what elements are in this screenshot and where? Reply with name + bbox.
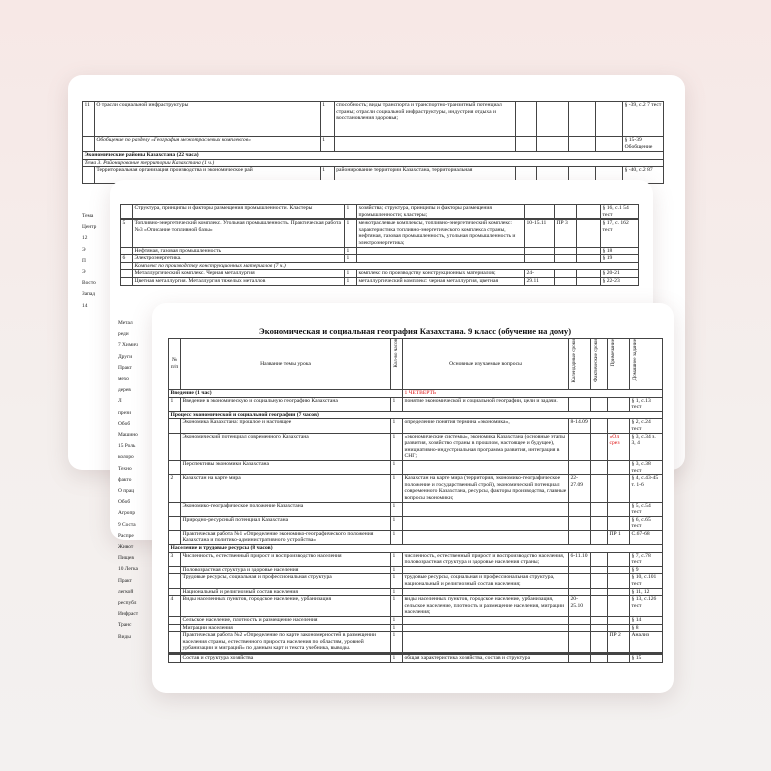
- table-row: Трудовые ресурсы, социальная и профессиональная структура 1 трудовые ресурсы, социальная и профессиональная структура, национальный и религиозный состав населения; § 10, с.101 тест: [169, 574, 663, 588]
- table-row: Комплекс по производству конструкционных материалов (7 ч.): [121, 262, 639, 270]
- table-row: Состав и структура хозяйства 1 общая характеристика хозяйства, состав и структура § 15: [169, 654, 663, 662]
- intro-section-row: Введение (1 час) 1 ЧЕТВЕРТЬ: [169, 390, 663, 398]
- subsection-row: Тема 3. Районирование территории Казахстана (1 ч.): [83, 159, 664, 167]
- document-card-front[interactable]: [152, 303, 674, 693]
- partial-row-labels: Тема Центр 12 Э П Э Восто Запад 14: [82, 213, 97, 309]
- table-row: Экономика Казахстана: прошлое и настоящее 1 определение понятия термина «экономика», 8-14.09 § 2, с.24 тест: [169, 419, 663, 433]
- col-header-fact: Фактические сроки: [591, 339, 608, 390]
- col-header-hours: Кол-во часов: [391, 339, 403, 390]
- table-row: Структура, принципы и факторы размещения промышленности. Кластеры 1 хозяйства; структура, принципы и факторы размещения промышленности; кластеры; § 16, с.1 54 тест: [121, 205, 639, 219]
- table-row: Экономический потенциал современного Казахстана 1 «экономические системы», экономика Казахстана (основные этапы развития, хозяйство страны в прошлом, настоящее и будущее), инициативно-индустриальная программа развития, интеграция в СНГ; «Ол срез § 3, с.34 з. 3, 4: [169, 433, 663, 460]
- curriculum-table-middle: [120, 204, 639, 286]
- table-row: Практическая работа №1 «Определение экономико-географического положения Казахстана и политико-административного устройства» 1 ПР 1 С.67-68: [169, 530, 663, 544]
- col-header-topic: Название темы урока: [181, 339, 391, 390]
- table-row: Миграции населения 1 § 8: [169, 624, 663, 632]
- table-row: 5 Топливно-энергетический комплекс. Угольная промышленность. Практическая работа №3 «Описание топливной базы» 1 межотраслевые комплексы, топливно-энергетический комплекс: характеристика топливно-энергетического комплекса страны, нефтяная, газовая промышленность, угольная промышленность и электроэнергетика; 10-15.11 ПР 3 § 17, с. 162 тест: [121, 220, 639, 247]
- quarter-label: 1 ЧЕТВЕРТЬ: [403, 390, 663, 398]
- document-page: [168, 326, 662, 663]
- curriculum-table: [168, 338, 663, 663]
- document-title: Экономическая и социальная география Казахстана. 9 класс (обучение на дому): [258, 326, 572, 336]
- table-row: Нефтяная, газовая промышленность 1 § 18: [121, 247, 639, 255]
- col-header-hw: Домашнее задание: [630, 339, 663, 390]
- section-row: Процесс экономической и социальной географии (7 часов): [169, 411, 663, 419]
- section-row: Экономические районы Казахстана (22 часа): [83, 152, 664, 160]
- table-header-row: [169, 339, 663, 390]
- col-header-num: № п/п: [169, 339, 181, 390]
- table-row: 3 Численность, естественный прирост и воспроизводство населения 1 численность, естественный прирост и воспроизводство населения, половозрастная структура и здоровье населения страны; 6-11.10 § 7, с.78 тест: [169, 552, 663, 566]
- table-row: Половозрастная структура и здоровье населения 1 § 9: [169, 566, 663, 574]
- table-row: Экономико-географическое положение Казахстана 1 § 5, с.54 тест: [169, 502, 663, 516]
- table-row: 1 Введение в экономическую и социальную географию Казахстана 1 понятие экономической и социальной географии, цели и задачи. § 1, с.13 тест: [169, 397, 663, 411]
- section-row: Население и трудовые ресурсы (8 часов): [169, 545, 663, 553]
- col-header-note: Примечание: [608, 339, 630, 390]
- table-row: 4 Виды населенных пунктов, городское население, урбанизация 1 виды населенных пунктов, городское население, урбанизация, сельское население, плотность и размещение населения, миграции населения; 20-25.10 § 13, с.126 тест: [169, 596, 663, 617]
- curriculum-table-back: [82, 101, 664, 184]
- col-header-issues: Основные изучаемые вопросы: [403, 339, 569, 390]
- table-row: Цветная металлургия. Металлургия тяжелых металлов 1 металлургический комплекс: черная металлургия, цветная 29.11 § 22-23: [121, 277, 639, 285]
- table-row: 2 Казахстан на карте мира 1 Казахстан на карте мира (территория, экономико-географическое положение и государственный строй), экономический потенциал современного Казахстана, ресурсы, факторы производства, главные вопросы экономики; 22-27.09 § 4, с.43-45 т. 1-6: [169, 475, 663, 502]
- table-row: Обобщение по разделу «География межотраслевых комплексов» 1 § 15-39 Обобщение: [83, 137, 664, 152]
- table-row: Металлургический комплекс. Черная металлургия 1 комплекс по производству конструкционных материалов; 24- § 20-21: [121, 270, 639, 278]
- table-row: Территориальная организация производства и экономическое рай 1 районирование территории Казахстана, территориальная § -40, с.2 87: [83, 167, 664, 184]
- table-row: Сельское население, плотность и размещение населения 1 § 14: [169, 617, 663, 625]
- col-header-plan: Календарные сроки: [569, 339, 591, 390]
- table-row: Национальный и религиозный состав населения 1 § 11, 12: [169, 588, 663, 596]
- table-row: Перспективы экономики Казахстана 1 § 3, с.38 тест: [169, 460, 663, 474]
- partial-row-labels: Метал реди 7 Химич Други Практ мехо дерев Л прези Обоб Машино 15 Роль колоро Техно факто О прац Обоб Агропр 9 Соста Распре Живот Пищев 10 Легка Практ легкой республ Инфраст Транс Виды: [118, 320, 139, 640]
- table-row: 6 Электроэнергетика. 1 § 19: [121, 255, 639, 263]
- table-row: Практическая работа №2 «Определение по карте закономерностей в размещении населения страны, естественного прироста населения по областям, уровней урбанизации и миграций» по данным карт и текста учебника, выводы. 1 ПР 2 Анализ: [169, 632, 663, 653]
- table-row: Природно-ресурсный потенциал Казахстана 1 § 6, с.65 тест: [169, 516, 663, 530]
- table-row: 11 О трасли социальной инфраструктуры 1 способность; виды транспорта и транспортно-транзитный потенциал страны; отрасли социальной инфраструктуры, индустрия отдыха и восстановления здоровья; § -39, с.2 7 тест: [83, 102, 664, 137]
